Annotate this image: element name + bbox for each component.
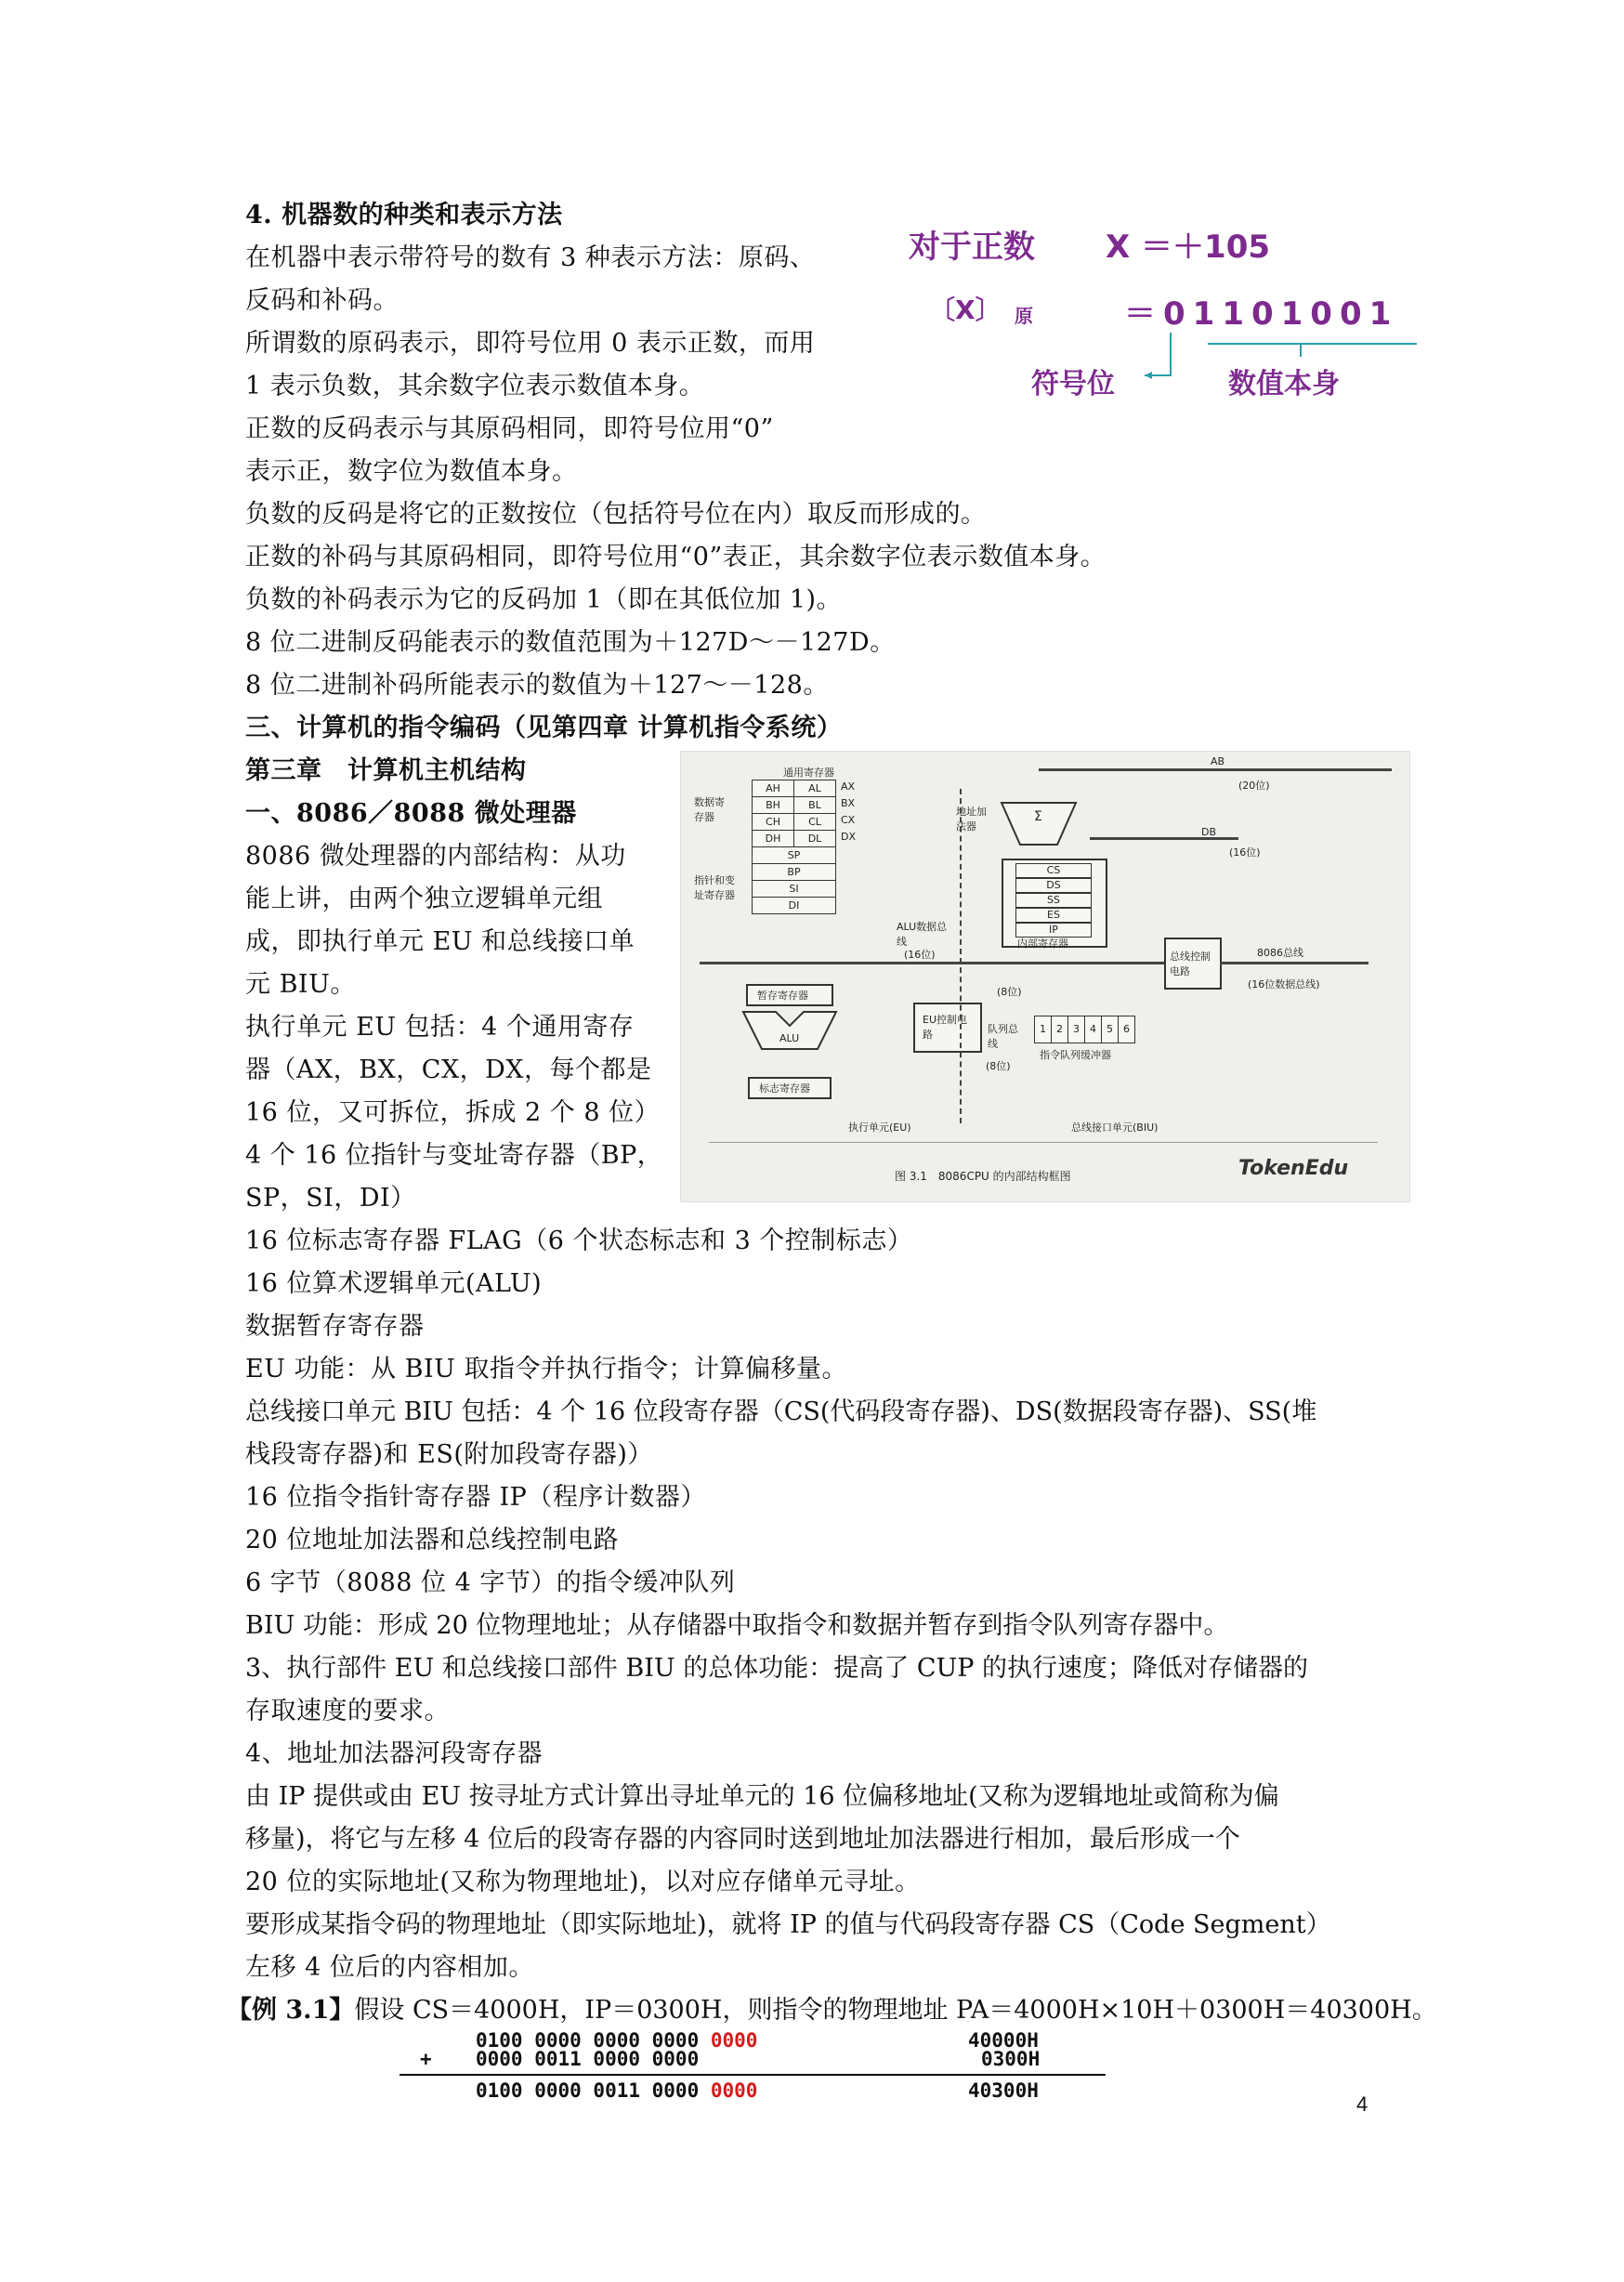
bus-8086-label: 8086总线 <box>1257 947 1303 959</box>
register-ss: SS <box>1015 893 1092 908</box>
register-dh: DH <box>752 830 794 847</box>
text-line: 3、执行部件 EU 和总线接口部件 BIU 的总体功能：提高了 CUP 的执行速度；降低对存储器的 <box>245 1654 1308 1683</box>
text-line: 元 BIU。 <box>245 970 356 999</box>
address-bus-line <box>1039 768 1392 771</box>
addition-shift-zeros: 0000 <box>710 2079 758 2102</box>
ab-bits-label: (20位) <box>1238 780 1270 792</box>
alu-bus-label: ALU数据总线 <box>897 921 948 948</box>
addition-binary: 0100 0000 0000 0000 <box>476 2029 700 2052</box>
external-bus-line <box>1220 962 1369 964</box>
example-text: 假设 CS＝4000H，IP＝0300H，则指令的物理地址 PA＝4000H×10H＋0300H＝40300H。 <box>354 1996 1437 2025</box>
text-line: 在机器中表示带符号的数有 3 种表示方法：原码、 <box>245 243 816 272</box>
register-ax-label: AX <box>841 780 856 793</box>
addition-hex-1: 40000H <box>968 2029 1039 2052</box>
temp-register-label: 暂存寄存器 <box>757 990 808 1002</box>
text-line: SP，SI，DI） <box>245 1184 416 1213</box>
text-line: 存取速度的要求。 <box>245 1697 450 1725</box>
text-line: 4 个 16 位指针与变址寄存器（BP， <box>245 1141 663 1170</box>
caption-rule <box>709 1142 1378 1143</box>
text-line: 16 位指令指针寄存器 IP（程序计数器） <box>245 1483 706 1512</box>
subsection-heading: 一、8086／8088 微处理器 <box>245 799 577 828</box>
db-bits-label: (16位) <box>1229 846 1261 859</box>
eu-label: 执行单元(EU) <box>848 1121 911 1134</box>
register-al: AL <box>793 780 836 797</box>
value-label: 数值本身 <box>1228 368 1340 400</box>
text-line: 所谓数的原码表示，即符号位用 0 表示正数，而用 <box>245 329 816 358</box>
figure-arrows <box>901 216 1421 411</box>
queue-cell: 4 <box>1084 1016 1102 1043</box>
register-ah: AH <box>752 780 794 797</box>
ab-label: AB <box>1211 755 1225 767</box>
queue-bus-bits-label: (8位) <box>986 1060 1011 1072</box>
text-line: 16 位标志寄存器 FLAG（6 个状态标志和 3 个控制标志） <box>245 1226 913 1255</box>
chapter-title: 第三章 计算机主机结构 <box>245 756 527 785</box>
queue-cell: 3 <box>1067 1016 1085 1043</box>
example-prefix: 【例 3.1】 <box>227 1996 355 2025</box>
gpr-title: 通用寄存器 <box>783 767 834 779</box>
text-line: 8086 微处理器的内部结构：从功 <box>245 842 626 871</box>
section-heading: 4. 机器数的种类和表示方法 <box>245 201 563 230</box>
register-ds: DS <box>1015 878 1092 893</box>
figure-binary: ＝01101001 <box>1124 295 1399 333</box>
register-es: ES <box>1015 908 1092 923</box>
register-cs: CS <box>1015 863 1092 878</box>
addition-hex-2: 0300H <box>981 2048 1041 2070</box>
text-line: 总线接口单元 BIU 包括：4 个 16 位段寄存器（CS(代码段寄存器)、DS(数据段寄存器)、SS(堆 <box>245 1397 1317 1426</box>
alu-label: ALU <box>779 1032 800 1044</box>
text-line: 16 位算术逻辑单元(ALU) <box>245 1269 543 1298</box>
addition-plus-sign: + <box>420 2048 432 2070</box>
text-line: 负数的补码表示为它的反码加 1（即在其低位加 1)。 <box>245 585 843 614</box>
text-line: 8 位二进制补码所能表示的数值为＋127～－128。 <box>245 671 829 700</box>
addition-rule <box>399 2074 1106 2076</box>
text-line: 数据暂存寄存器 <box>245 1312 425 1341</box>
sigma-label: Σ <box>1034 809 1042 824</box>
register-cl: CL <box>793 813 836 831</box>
figure-subscript: 原 <box>1015 305 1033 327</box>
text-line: 执行单元 EU 包括：4 个通用寄存 <box>245 1013 635 1042</box>
sign-magnitude-figure <box>901 216 1421 411</box>
addition-row-3 <box>476 2079 757 2102</box>
addition-binary: 0100 0000 0011 0000 <box>476 2079 700 2102</box>
register-bx-label: BX <box>841 797 856 809</box>
figure-value: X ＝＋105 <box>1106 229 1271 266</box>
register-bp: BP <box>752 863 836 881</box>
bits-8-label: (8位) <box>997 986 1022 998</box>
text-line: 4、地址加法器河段寄存器 <box>245 1739 544 1768</box>
text-line: 表示正，数字位为数值本身。 <box>245 457 578 486</box>
text-line: 16 位，又可拆位，拆成 2 个 8 位） <box>245 1098 661 1127</box>
queue-cell: 6 <box>1118 1016 1135 1043</box>
register-bh: BH <box>752 796 794 814</box>
alu-bus-bits-label: (16位) <box>904 949 936 961</box>
instruction-queue-label: 指令队列缓冲器 <box>1040 1049 1111 1061</box>
queue-bus-label: 队列总线 <box>988 1023 1018 1050</box>
address-adder-shape <box>997 798 1080 854</box>
alu-shape <box>739 1007 841 1054</box>
text-line: 20 位地址加法器和总线控制电路 <box>245 1526 619 1554</box>
section-heading: 三、计算机的指令编码（见第四章 计算机指令系统） <box>245 714 843 742</box>
register-dl: DL <box>793 830 836 847</box>
text-line: 反码和补码。 <box>245 286 399 315</box>
figure-caption: 图 3.1 8086CPU 的内部结构框图 <box>895 1170 1071 1183</box>
text-line: 左移 4 位后的内容相加。 <box>245 1953 534 1982</box>
addition-shift-zeros: 0000 <box>710 2029 758 2052</box>
text-line: 20 位的实际地址(又称为物理地址)，以对应存储单元寻址。 <box>245 1868 921 1896</box>
addition-hex-3: 40300H <box>968 2079 1039 2102</box>
register-bl: BL <box>793 796 836 814</box>
register-si: SI <box>752 880 836 898</box>
text-line: 8 位二进制反码能表示的数值范围为＋127D～－127D。 <box>245 628 896 657</box>
figure-label: 对于正数 <box>909 229 1035 266</box>
text-line: 1 表示负数，其余数字位表示数值本身。 <box>245 372 705 400</box>
text-line: 栈段寄存器)和 ES(附加段寄存器)） <box>245 1440 653 1469</box>
text-line: 能上讲，由两个独立逻辑单元组 <box>245 885 603 913</box>
page-number: 4 <box>1356 2092 1369 2116</box>
watermark-logo: TokenEdu <box>1238 1157 1349 1180</box>
text-line: 负数的反码是将它的正数按位（包括符号位在内）取反而形成的。 <box>245 500 987 529</box>
text-line: EU 功能：从 BIU 取指令并执行指令；计算偏移量。 <box>245 1355 847 1384</box>
biu-label: 总线接口单元(BIU) <box>1071 1121 1159 1134</box>
figure-label: 〔X〕 <box>929 295 1002 325</box>
queue-cell: 2 <box>1051 1016 1068 1043</box>
pointer-register-label: 指针和变址寄存器 <box>694 874 735 901</box>
text-line: 6 字节（8088 位 4 字节）的指令缓冲队列 <box>245 1568 736 1597</box>
eu-control-label: EU控制电路 <box>923 1014 968 1041</box>
text-line: 正数的补码与其原码相同，即符号位用“0”表正，其余数字位表示数值本身。 <box>245 543 1107 571</box>
queue-cell: 5 <box>1101 1016 1119 1043</box>
eu-biu-divider <box>960 789 962 1123</box>
addition-row-2: 0000 0011 0000 0000 <box>476 2048 700 2070</box>
text-line: 要形成某指令码的物理地址（即实际地址)，就将 IP 的值与代码段寄存器 CS（Code Segment） <box>245 1910 1331 1939</box>
sign-bit-label: 符号位 <box>1031 368 1115 400</box>
internal-register-label: 内部寄存器 <box>1017 938 1068 950</box>
flag-register-label: 标志寄存器 <box>759 1082 810 1095</box>
data-register-label: 数据寄存器 <box>694 796 725 823</box>
text-line: BIU 功能：形成 20 位物理地址；从存储器中取指令和数据并暂存到指令队列寄存器中。 <box>245 1611 1229 1640</box>
register-ch: CH <box>752 813 794 831</box>
bus-8086-bits-label: (16位数据总线) <box>1248 978 1320 990</box>
text-line: 由 IP 提供或由 EU 按寻址方式计算出寻址单元的 16 位偏移地址(又称为逻辑地址或简称为偏 <box>245 1782 1279 1811</box>
register-ip: IP <box>1015 923 1092 938</box>
queue-cell: 1 <box>1034 1016 1052 1043</box>
address-adder-label: 地址加法器 <box>956 806 987 833</box>
text-line: 器（AX，BX，CX，DX，每个都是 <box>245 1056 652 1084</box>
text-line: 成，即执行单元 EU 和总线接口单 <box>245 927 635 956</box>
cpu-block-diagram <box>680 751 1410 1202</box>
example-line <box>227 1994 1437 2027</box>
text-line: 移量)，将它与左移 4 位后的段寄存器的内容同时送到地址加法器进行相加，最后形成一个 <box>245 1825 1240 1854</box>
bus-control-label: 总线控制电路 <box>1170 951 1211 977</box>
register-dx-label: DX <box>841 831 857 843</box>
register-sp: SP <box>752 846 836 864</box>
db-label: DB <box>1201 826 1217 838</box>
register-di: DI <box>752 897 836 914</box>
text-line: 正数的反码表示与其原码相同，即符号位用“0” <box>245 414 774 443</box>
register-cx-label: CX <box>841 814 856 826</box>
